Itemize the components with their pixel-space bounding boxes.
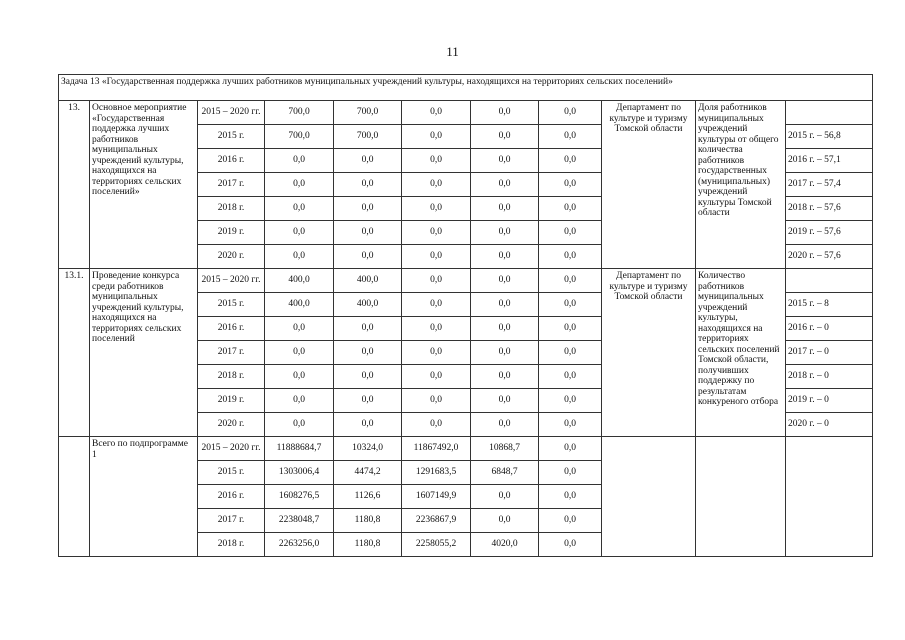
value-cell: 0,0: [402, 173, 471, 197]
value-cell: 0,0: [539, 269, 602, 293]
value-cell: 0,0: [265, 245, 334, 269]
indicator-value: 2016 г. – 57,1: [786, 149, 873, 173]
value-cell: 0,0: [539, 317, 602, 341]
value-cell: 0,0: [539, 509, 602, 533]
value-cell: 1180,8: [334, 509, 402, 533]
indicator-name: Количество работников муниципальных учреждений культуры, находящихся на территориях сельских поселений Томской области, получивших поддержку по результатам конкуреного отбора: [696, 269, 786, 437]
value-cell: 0,0: [334, 413, 402, 437]
value-cell: 0,0: [402, 317, 471, 341]
value-cell: 0,0: [334, 197, 402, 221]
indicator-value: 2020 г. – 57,6: [786, 245, 873, 269]
program-table: [58, 74, 873, 557]
department-cell: Департамент по культуре и туризму Томской области: [602, 269, 696, 437]
value-cell: 0,0: [334, 317, 402, 341]
period-cell: 2015 г.: [198, 125, 265, 149]
indicator-value: 2015 г. – 8: [786, 293, 873, 317]
value-cell: 0,0: [265, 413, 334, 437]
indicator-name: Доля работников муниципальных учреждений культуры от общего количества работников государственных (муниципальных) учреждений культуры Томской области: [696, 101, 786, 269]
value-cell: 0,0: [334, 149, 402, 173]
value-cell: 11867492,0: [402, 437, 471, 461]
value-cell: 400,0: [334, 269, 402, 293]
value-cell: 0,0: [471, 197, 539, 221]
value-cell: 0,0: [471, 173, 539, 197]
indicator-value: 2020 г. – 0: [786, 413, 873, 437]
value-cell: 0,0: [265, 341, 334, 365]
value-cell: 0,0: [471, 125, 539, 149]
period-cell: 2015 г.: [198, 461, 265, 485]
value-cell: 4474,2: [334, 461, 402, 485]
period-cell: 2019 г.: [198, 221, 265, 245]
value-cell: 700,0: [334, 125, 402, 149]
indicator-value: 2018 г. – 0: [786, 365, 873, 389]
value-cell: 0,0: [402, 221, 471, 245]
department-cell: Департамент по культуре и туризму Томской области: [602, 101, 696, 269]
period-cell: 2015 – 2020 гг.: [198, 269, 265, 293]
value-cell: 0,0: [334, 365, 402, 389]
value-cell: 0,0: [471, 485, 539, 509]
value-cell: 0,0: [334, 245, 402, 269]
table-row: [59, 437, 873, 461]
value-cell: 0,0: [539, 341, 602, 365]
value-cell: 0,0: [334, 341, 402, 365]
value-cell: 700,0: [265, 125, 334, 149]
period-cell: 2017 г.: [198, 173, 265, 197]
value-cell: 0,0: [539, 389, 602, 413]
period-cell: 2016 г.: [198, 317, 265, 341]
value-cell: 0,0: [539, 293, 602, 317]
value-cell: 1291683,5: [402, 461, 471, 485]
indicator-value: 2018 г. – 57,6: [786, 197, 873, 221]
value-cell: 700,0: [265, 101, 334, 125]
period-cell: 2015 – 2020 гг.: [198, 437, 265, 461]
value-cell: 0,0: [539, 197, 602, 221]
activity-name: Проведение конкурса среди работников муниципальных учреждений культуры, находящихся на территориях сельских поселений: [90, 269, 198, 437]
value-cell: 0,0: [334, 221, 402, 245]
value-cell: 0,0: [471, 101, 539, 125]
value-cell: 0,0: [402, 341, 471, 365]
value-cell: 1607149,9: [402, 485, 471, 509]
value-cell: 0,0: [471, 317, 539, 341]
value-cell: 0,0: [539, 437, 602, 461]
value-cell: 0,0: [539, 149, 602, 173]
value-cell: 0,0: [265, 221, 334, 245]
period-cell: 2020 г.: [198, 245, 265, 269]
value-cell: 0,0: [402, 149, 471, 173]
value-cell: 0,0: [539, 221, 602, 245]
period-cell: 2018 г.: [198, 533, 265, 557]
value-cell: 0,0: [471, 293, 539, 317]
value-cell: 400,0: [334, 293, 402, 317]
value-cell: 0,0: [402, 365, 471, 389]
period-cell: 2017 г.: [198, 509, 265, 533]
value-cell: 0,0: [471, 245, 539, 269]
period-cell: 2018 г.: [198, 365, 265, 389]
value-cell: 0,0: [402, 245, 471, 269]
value-cell: 0,0: [265, 197, 334, 221]
value-cell: 0,0: [265, 317, 334, 341]
value-cell: 1303006,4: [265, 461, 334, 485]
value-cell: 0,0: [539, 125, 602, 149]
indicator-value: 2019 г. – 0: [786, 389, 873, 413]
value-cell: 0,0: [539, 245, 602, 269]
value-cell: 0,0: [471, 149, 539, 173]
value-cell: 0,0: [402, 413, 471, 437]
value-cell: 0,0: [539, 461, 602, 485]
value-cell: 0,0: [539, 365, 602, 389]
period-cell: 2016 г.: [198, 149, 265, 173]
value-cell: 0,0: [471, 269, 539, 293]
value-cell: 0,0: [402, 269, 471, 293]
task-title: Задача 13 «Государственная поддержка лучших работников муниципальных учреждений культуры, находящихся на территориях сельских поселений»: [59, 75, 873, 101]
value-cell: 2238048,7: [265, 509, 334, 533]
indicator-value: 2016 г. – 0: [786, 317, 873, 341]
row-number: 13.1.: [59, 269, 90, 437]
value-cell: 0,0: [471, 413, 539, 437]
indicator-value: 2019 г. – 57,6: [786, 221, 873, 245]
value-cell: 0,0: [471, 341, 539, 365]
period-cell: 2019 г.: [198, 389, 265, 413]
value-cell: 1608276,5: [265, 485, 334, 509]
page-number: 11: [446, 44, 459, 59]
value-cell: 0,0: [471, 221, 539, 245]
value-cell: 0,0: [471, 509, 539, 533]
indicator-value: [786, 101, 873, 125]
value-cell: 0,0: [402, 293, 471, 317]
period-cell: 2016 г.: [198, 485, 265, 509]
empty-cell: [786, 437, 873, 557]
indicator-value: [786, 269, 873, 293]
value-cell: 6848,7: [471, 461, 539, 485]
value-cell: 4020,0: [471, 533, 539, 557]
indicator-value: 2017 г. – 57,4: [786, 173, 873, 197]
period-cell: 2018 г.: [198, 197, 265, 221]
value-cell: 0,0: [334, 389, 402, 413]
value-cell: 2236867,9: [402, 509, 471, 533]
value-cell: 700,0: [334, 101, 402, 125]
value-cell: 10324,0: [334, 437, 402, 461]
value-cell: 400,0: [265, 293, 334, 317]
value-cell: 0,0: [402, 125, 471, 149]
empty-cell: [696, 437, 786, 557]
period-cell: 2017 г.: [198, 341, 265, 365]
value-cell: 1126,6: [334, 485, 402, 509]
value-cell: 400,0: [265, 269, 334, 293]
value-cell: 0,0: [402, 197, 471, 221]
table-row: [59, 269, 873, 293]
value-cell: 0,0: [402, 101, 471, 125]
value-cell: 0,0: [334, 173, 402, 197]
value-cell: 0,0: [539, 413, 602, 437]
value-cell: 0,0: [471, 389, 539, 413]
indicator-value: 2017 г. – 0: [786, 341, 873, 365]
value-cell: 11888684,7: [265, 437, 334, 461]
value-cell: 0,0: [539, 101, 602, 125]
empty-cell: [602, 437, 696, 557]
table-row: [59, 101, 873, 125]
value-cell: 10868,7: [471, 437, 539, 461]
activity-name: Основное мероприятие «Государственная поддержка лучших работников муниципальных учреждений культуры, находящихся на территориях сельских поселений»: [90, 101, 198, 269]
total-label: Всего по подпрограмме 1: [90, 437, 198, 557]
value-cell: 0,0: [539, 173, 602, 197]
value-cell: 0,0: [265, 149, 334, 173]
value-cell: 0,0: [471, 365, 539, 389]
value-cell: 0,0: [539, 533, 602, 557]
value-cell: 0,0: [265, 173, 334, 197]
period-cell: 2015 – 2020 гг.: [198, 101, 265, 125]
value-cell: 0,0: [539, 485, 602, 509]
value-cell: 0,0: [265, 365, 334, 389]
indicator-value: 2015 г. – 56,8: [786, 125, 873, 149]
row-number: 13.: [59, 101, 90, 269]
value-cell: 2258055,2: [402, 533, 471, 557]
period-cell: 2020 г.: [198, 413, 265, 437]
value-cell: 0,0: [265, 389, 334, 413]
period-cell: 2015 г.: [198, 293, 265, 317]
empty-cell: [59, 437, 90, 557]
value-cell: 2263256,0: [265, 533, 334, 557]
value-cell: 0,0: [402, 389, 471, 413]
value-cell: 1180,8: [334, 533, 402, 557]
